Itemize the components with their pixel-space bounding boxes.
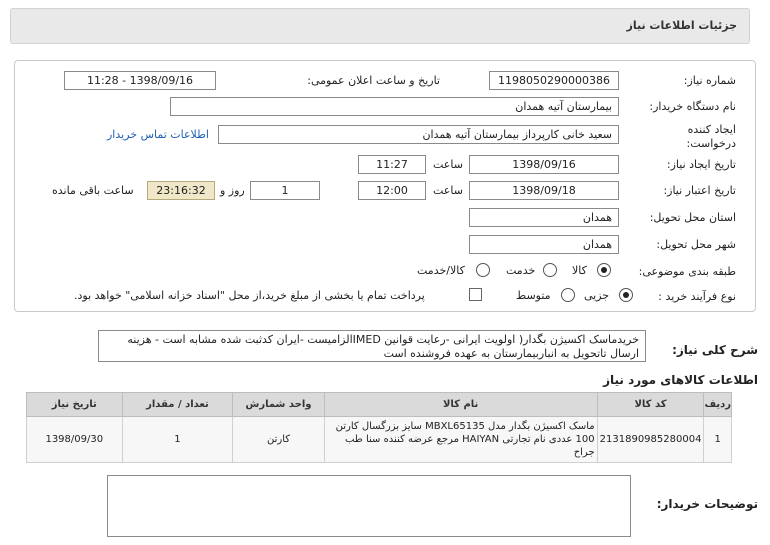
buyer-notes-label: توضیحات خریدار: xyxy=(656,497,758,511)
cell-unit: کارتن xyxy=(233,417,324,463)
need-number-field: 1198050290000386 xyxy=(489,71,619,90)
col-qty: تعداد / مقدار xyxy=(122,393,233,417)
items-section-title: اطلاعات کالاهای مورد نیاز xyxy=(603,373,758,387)
created-date-field: 1398/09/16 xyxy=(469,155,619,174)
process-minor-label: جزیی xyxy=(584,289,610,302)
description-field: خریدماسک اکسیژن بگدار( اولویت ایرانی -رعایت قوانین IMEDالزامیست -ایران کدثبت شده مشابه است - هزینه ارسال تاتحویل به انباربیمارستان به عهده فروشنده است xyxy=(98,330,646,362)
province-label: استان محل تحویل: xyxy=(649,211,736,224)
requester-field: سعید خانی کارپرداز بیمارستان آتیه همدان xyxy=(218,125,619,144)
process-medium-label: متوسط xyxy=(516,289,551,302)
col-code: کد کالا xyxy=(597,393,704,417)
col-name: نام کالا xyxy=(324,393,597,417)
need-number-label: شماره نیاز: xyxy=(683,74,736,87)
buyer-notes-field xyxy=(107,475,631,537)
cell-qty: 1 xyxy=(122,417,233,463)
col-unit: واحد شمارش xyxy=(233,393,324,417)
category-goods-service-radio[interactable] xyxy=(476,263,490,277)
page-header xyxy=(10,8,750,44)
process-medium-radio[interactable] xyxy=(561,288,575,302)
items-table-header xyxy=(27,393,732,417)
announce-datetime-label: تاریخ و ساعت اعلان عمومی: xyxy=(307,74,440,87)
treasury-payment-checkbox[interactable] xyxy=(469,288,482,301)
created-date-label: تاریخ ایجاد نیاز: xyxy=(666,158,736,171)
category-goods-label: کالا xyxy=(572,264,587,277)
remaining-time-label: ساعت باقی مانده xyxy=(52,184,134,197)
category-goods-radio[interactable] xyxy=(597,263,611,277)
table-row xyxy=(27,417,732,463)
category-label: طبقه بندی موضوعی: xyxy=(638,265,736,278)
validity-date-label: تاریخ اعتبار نیاز: xyxy=(663,184,736,197)
buyer-contact-link[interactable]: اطلاعات تماس خریدار xyxy=(107,128,209,141)
page-title: جزئیات اطلاعات نیاز xyxy=(626,19,737,32)
category-goods-service-label: کالا/خدمت xyxy=(417,264,465,277)
category-service-radio[interactable] xyxy=(543,263,557,277)
created-time-field: 11:27 xyxy=(358,155,426,174)
buyer-org-label: نام دستگاه خریدار: xyxy=(649,100,736,113)
created-time-label: ساعت xyxy=(433,158,463,171)
col-row: ردیف xyxy=(704,393,732,417)
purchase-process-label: نوع فرآیند خرید : xyxy=(658,290,736,303)
process-minor-radio[interactable] xyxy=(619,288,633,302)
validity-time-label: ساعت xyxy=(433,184,463,197)
announce-datetime-field: 1398/09/16 - 11:28 xyxy=(64,71,216,90)
category-service-label: خدمت xyxy=(506,264,536,277)
province-field: همدان xyxy=(469,208,619,227)
remaining-time-field: 23:16:32 xyxy=(147,181,215,200)
cell-code: 2131890985280004 xyxy=(597,417,704,463)
cell-row: 1 xyxy=(704,417,732,463)
col-date: تاریخ نیاز xyxy=(27,393,123,417)
requester-label: ایجاد کننده درخواست: xyxy=(686,123,736,150)
remaining-days-field: 1 xyxy=(250,181,320,200)
city-field: همدان xyxy=(469,235,619,254)
validity-time-field: 12:00 xyxy=(358,181,426,200)
buyer-org-field: بیمارستان آتیه همدان xyxy=(170,97,619,116)
validity-date-field: 1398/09/18 xyxy=(469,181,619,200)
items-table xyxy=(26,392,732,463)
treasury-payment-note: پرداخت تمام یا بخشی از مبلغ خرید،از محل "اسناد خزانه اسلامی" خواهد بود. xyxy=(74,289,425,302)
description-label: شرح کلی نیاز: xyxy=(672,343,758,357)
cell-date: 1398/09/30 xyxy=(27,417,123,463)
city-label: شهر محل تحویل: xyxy=(656,238,736,251)
days-label: روز و xyxy=(220,184,245,197)
cell-name: ماسک اکسیژن بگدار مدل MBXL65135 سایز بزرگسال کارتن 100 عددی نام تجارتی HAIYAN مرجع عرضه کننده سنا طب جراح xyxy=(324,417,597,463)
